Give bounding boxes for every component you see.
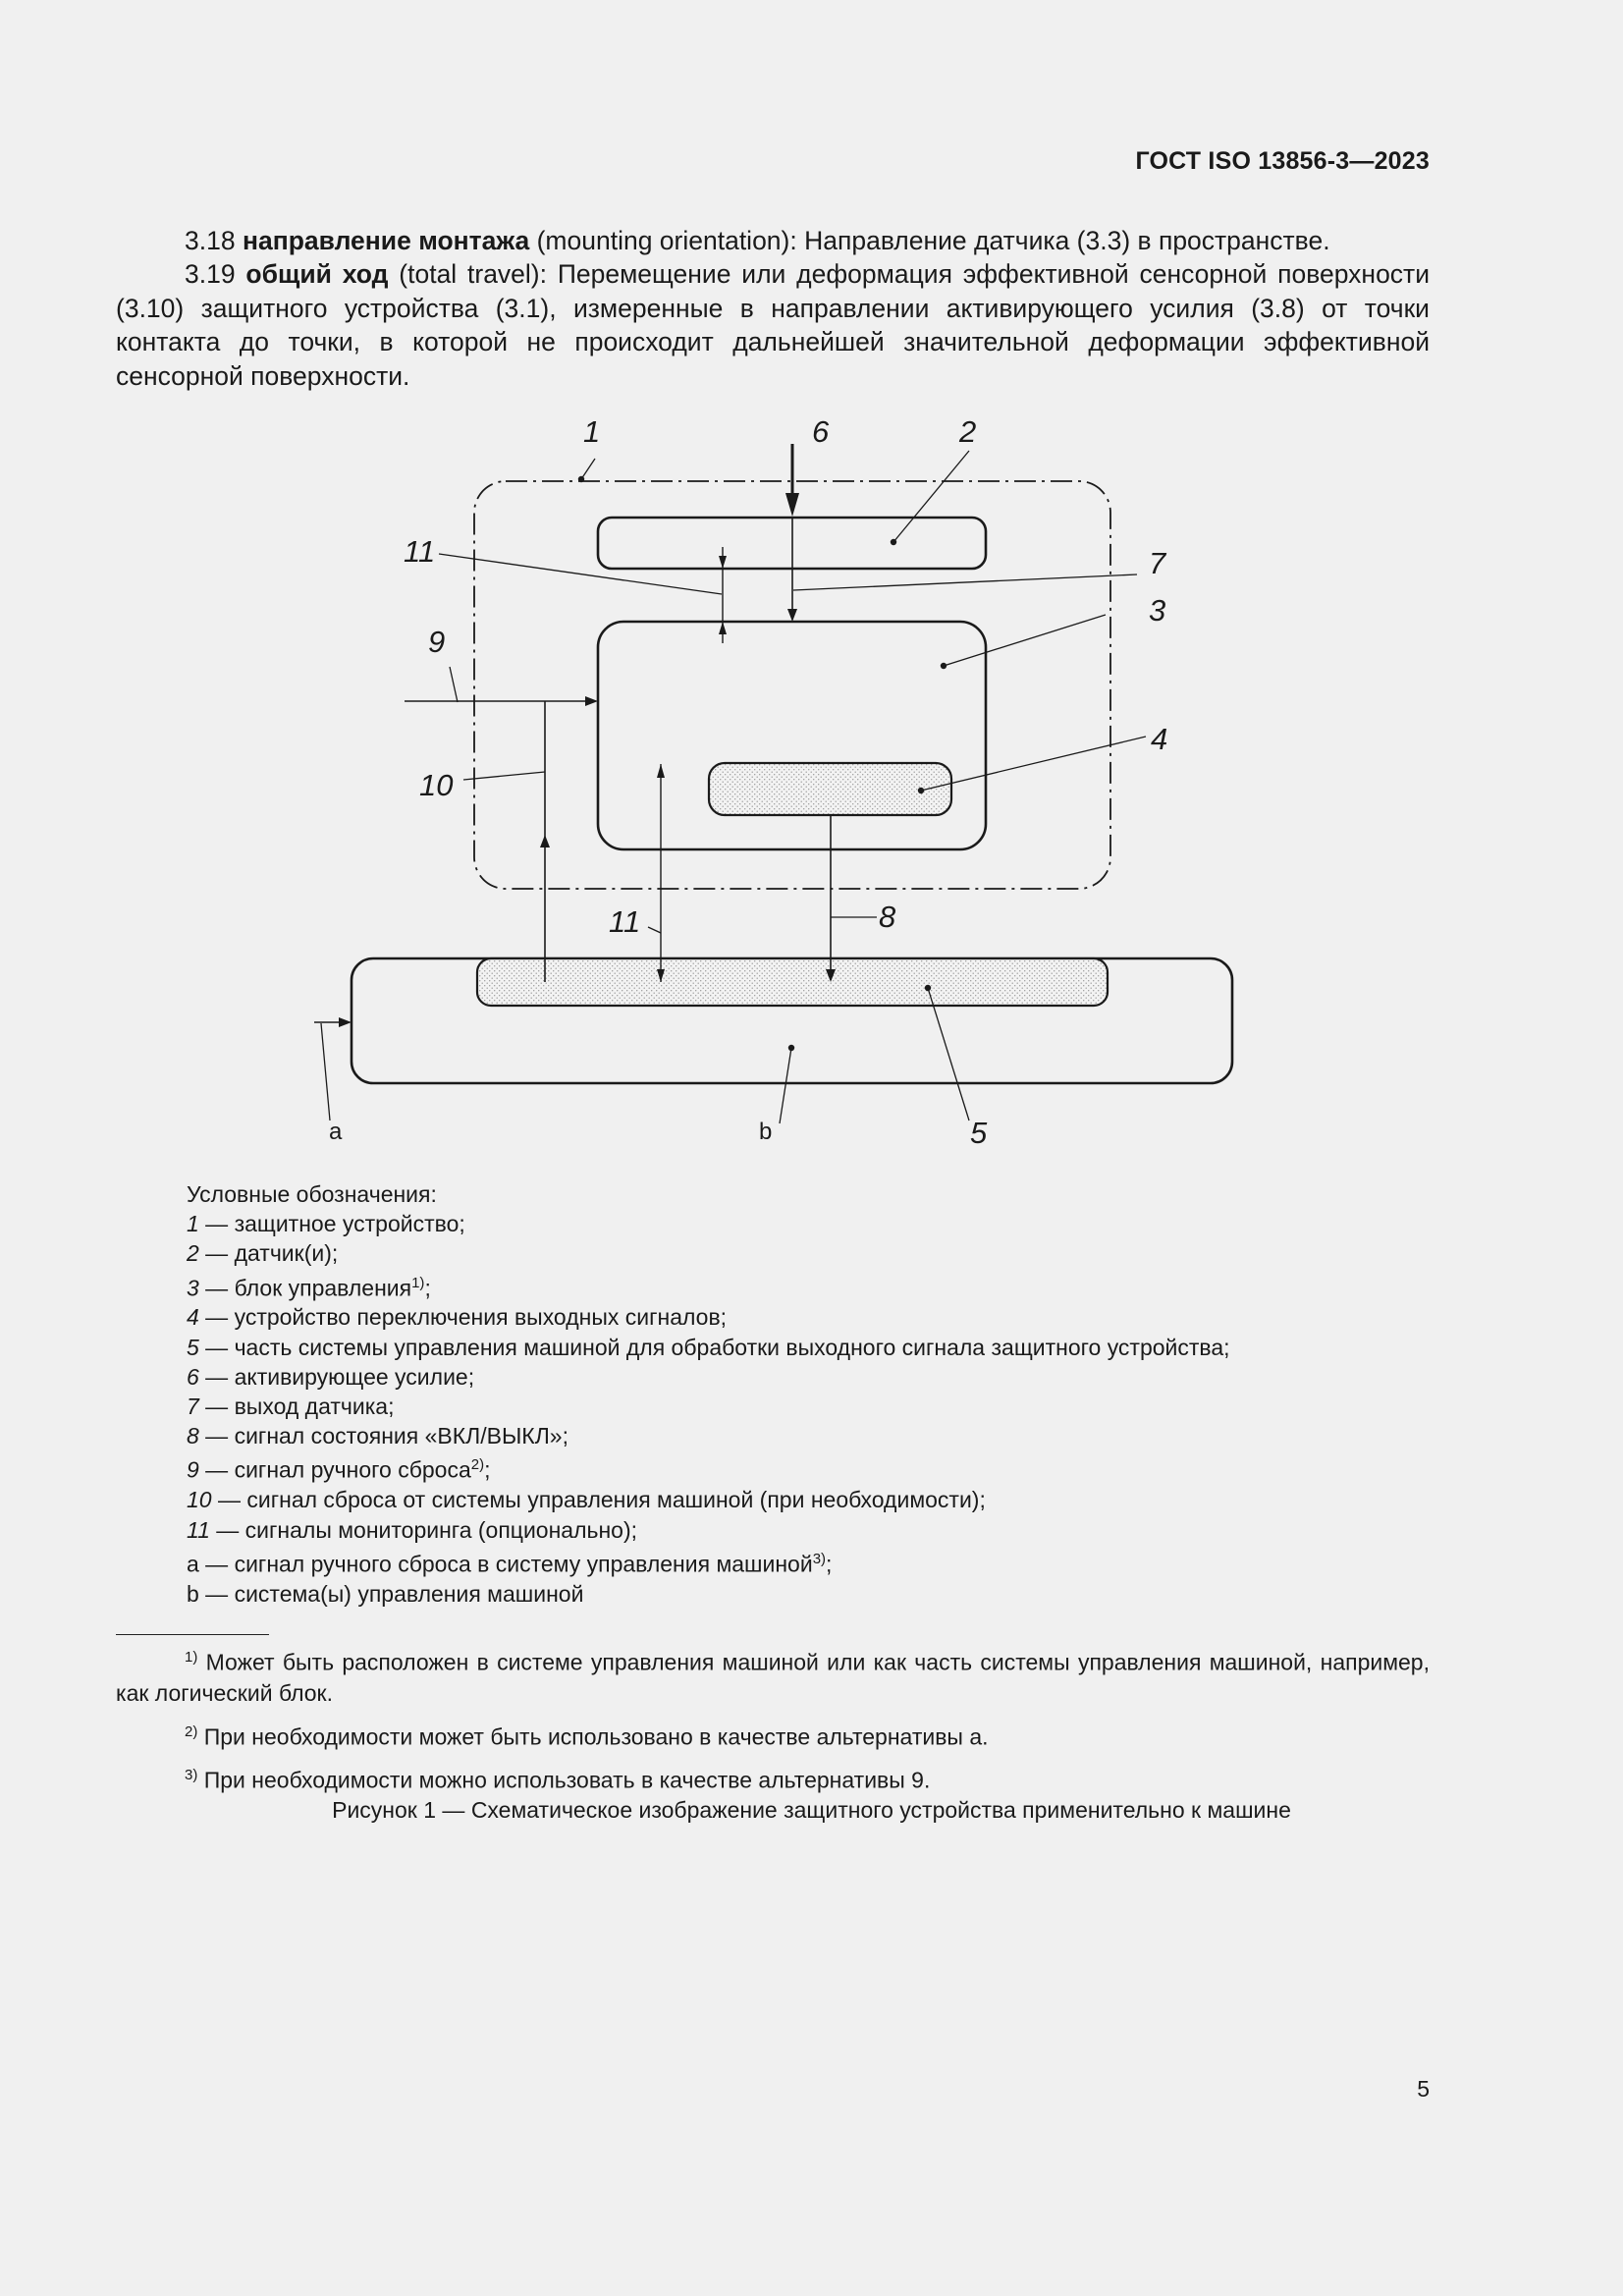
- legend-item: b — система(ы) управления машиной: [187, 1580, 584, 1607]
- legend-item: 11 — сигналы мониторинга (опционально);: [187, 1516, 638, 1543]
- term-number: 3.18: [185, 226, 236, 255]
- legend-item: 7 — выход датчика;: [187, 1394, 395, 1420]
- label-4: 4: [1151, 722, 1168, 756]
- legend-title: Условные обозначения:: [187, 1181, 437, 1207]
- term-title: направление монтажа: [242, 226, 530, 255]
- label-5: 5: [970, 1116, 988, 1150]
- label-9: 9: [428, 625, 446, 659]
- legend-item: a — сигнал ручного сброса в систему управления машиной$^{3)}$;: [187, 1550, 833, 1577]
- label-11-lower: 11: [609, 904, 641, 939]
- legend-item: 4 — устройство переключения выходных сигналов;: [187, 1304, 728, 1331]
- legend-item: 1 — защитное устройство;: [187, 1211, 465, 1237]
- footnote: $^{1)}$ Может быть расположен в системе управления машиной или как часть системы управления машиной, например, как логический блок.: [116, 1649, 1430, 1706]
- legend-item: 5 — часть системы управления машиной для обработки выходного сигнала защитного устройства;: [187, 1334, 1230, 1360]
- label-8: 8: [879, 900, 896, 934]
- legend-item: 6 — активирующее усилие;: [187, 1363, 475, 1390]
- label-3: 3: [1149, 593, 1166, 628]
- legend-item: 8 — сигнал состояния «ВКЛ/ВЫКЛ»;: [187, 1423, 568, 1449]
- figure-legend: [187, 1179, 1230, 1609]
- label-1: 1: [583, 414, 601, 449]
- term-title: общий ход: [245, 259, 389, 289]
- signal-processing-part: [477, 958, 1108, 1006]
- footnote: $^{2)}$ При необходимости может быть использовано в качестве альтернативы а.: [185, 1722, 989, 1750]
- term-definition: Направление датчика (3.3) в пространстве.: [804, 226, 1330, 255]
- footnote-separator: [116, 1634, 269, 1635]
- legend-item: 3 — блок управления$^{1)}$;: [187, 1274, 431, 1301]
- footnote: $^{3)}$ При необходимости можно использовать в качестве альтернативы 9.: [185, 1767, 931, 1793]
- term-english: (mounting orientation):: [536, 226, 797, 255]
- label-7: 7: [1149, 546, 1166, 580]
- label-6: 6: [812, 414, 830, 449]
- document-code-header: ГОСТ ISO 13856-3—2023: [1135, 147, 1430, 175]
- term-number: 3.19: [185, 259, 236, 289]
- label-2: 2: [959, 414, 977, 449]
- label-11-upper: 11: [404, 534, 436, 569]
- label-a: a: [329, 1119, 343, 1145]
- label-b: b: [759, 1119, 773, 1145]
- legend-item: 10 — сигнал сброса от системы управления машиной (при необходимости);: [187, 1487, 986, 1513]
- figure-caption: Рисунок 1 — Схематическое изображение защитного устройства применительно к машине: [332, 1797, 1291, 1823]
- legend-item: 9 — сигнал ручного сброса$^{2)}$;: [187, 1456, 491, 1484]
- term-definition: Перемещение или деформация эффективной сенсорной поверхности (3.10) защитного устройства (3.1), измеренные в направлении активирующего усилия (3.8) от точки контакта до точки, в которой не происходит дальнейшей значительной деформации эффективной сенсорной поверхности.: [116, 259, 1430, 391]
- legend-item: 2 — датчик(и);: [187, 1240, 339, 1267]
- output-switching-device: [709, 763, 951, 815]
- page-number: 5: [1417, 2076, 1430, 2102]
- footnotes: [116, 1642, 1430, 1804]
- term-english: (total travel):: [399, 259, 547, 289]
- label-10: 10: [419, 768, 454, 802]
